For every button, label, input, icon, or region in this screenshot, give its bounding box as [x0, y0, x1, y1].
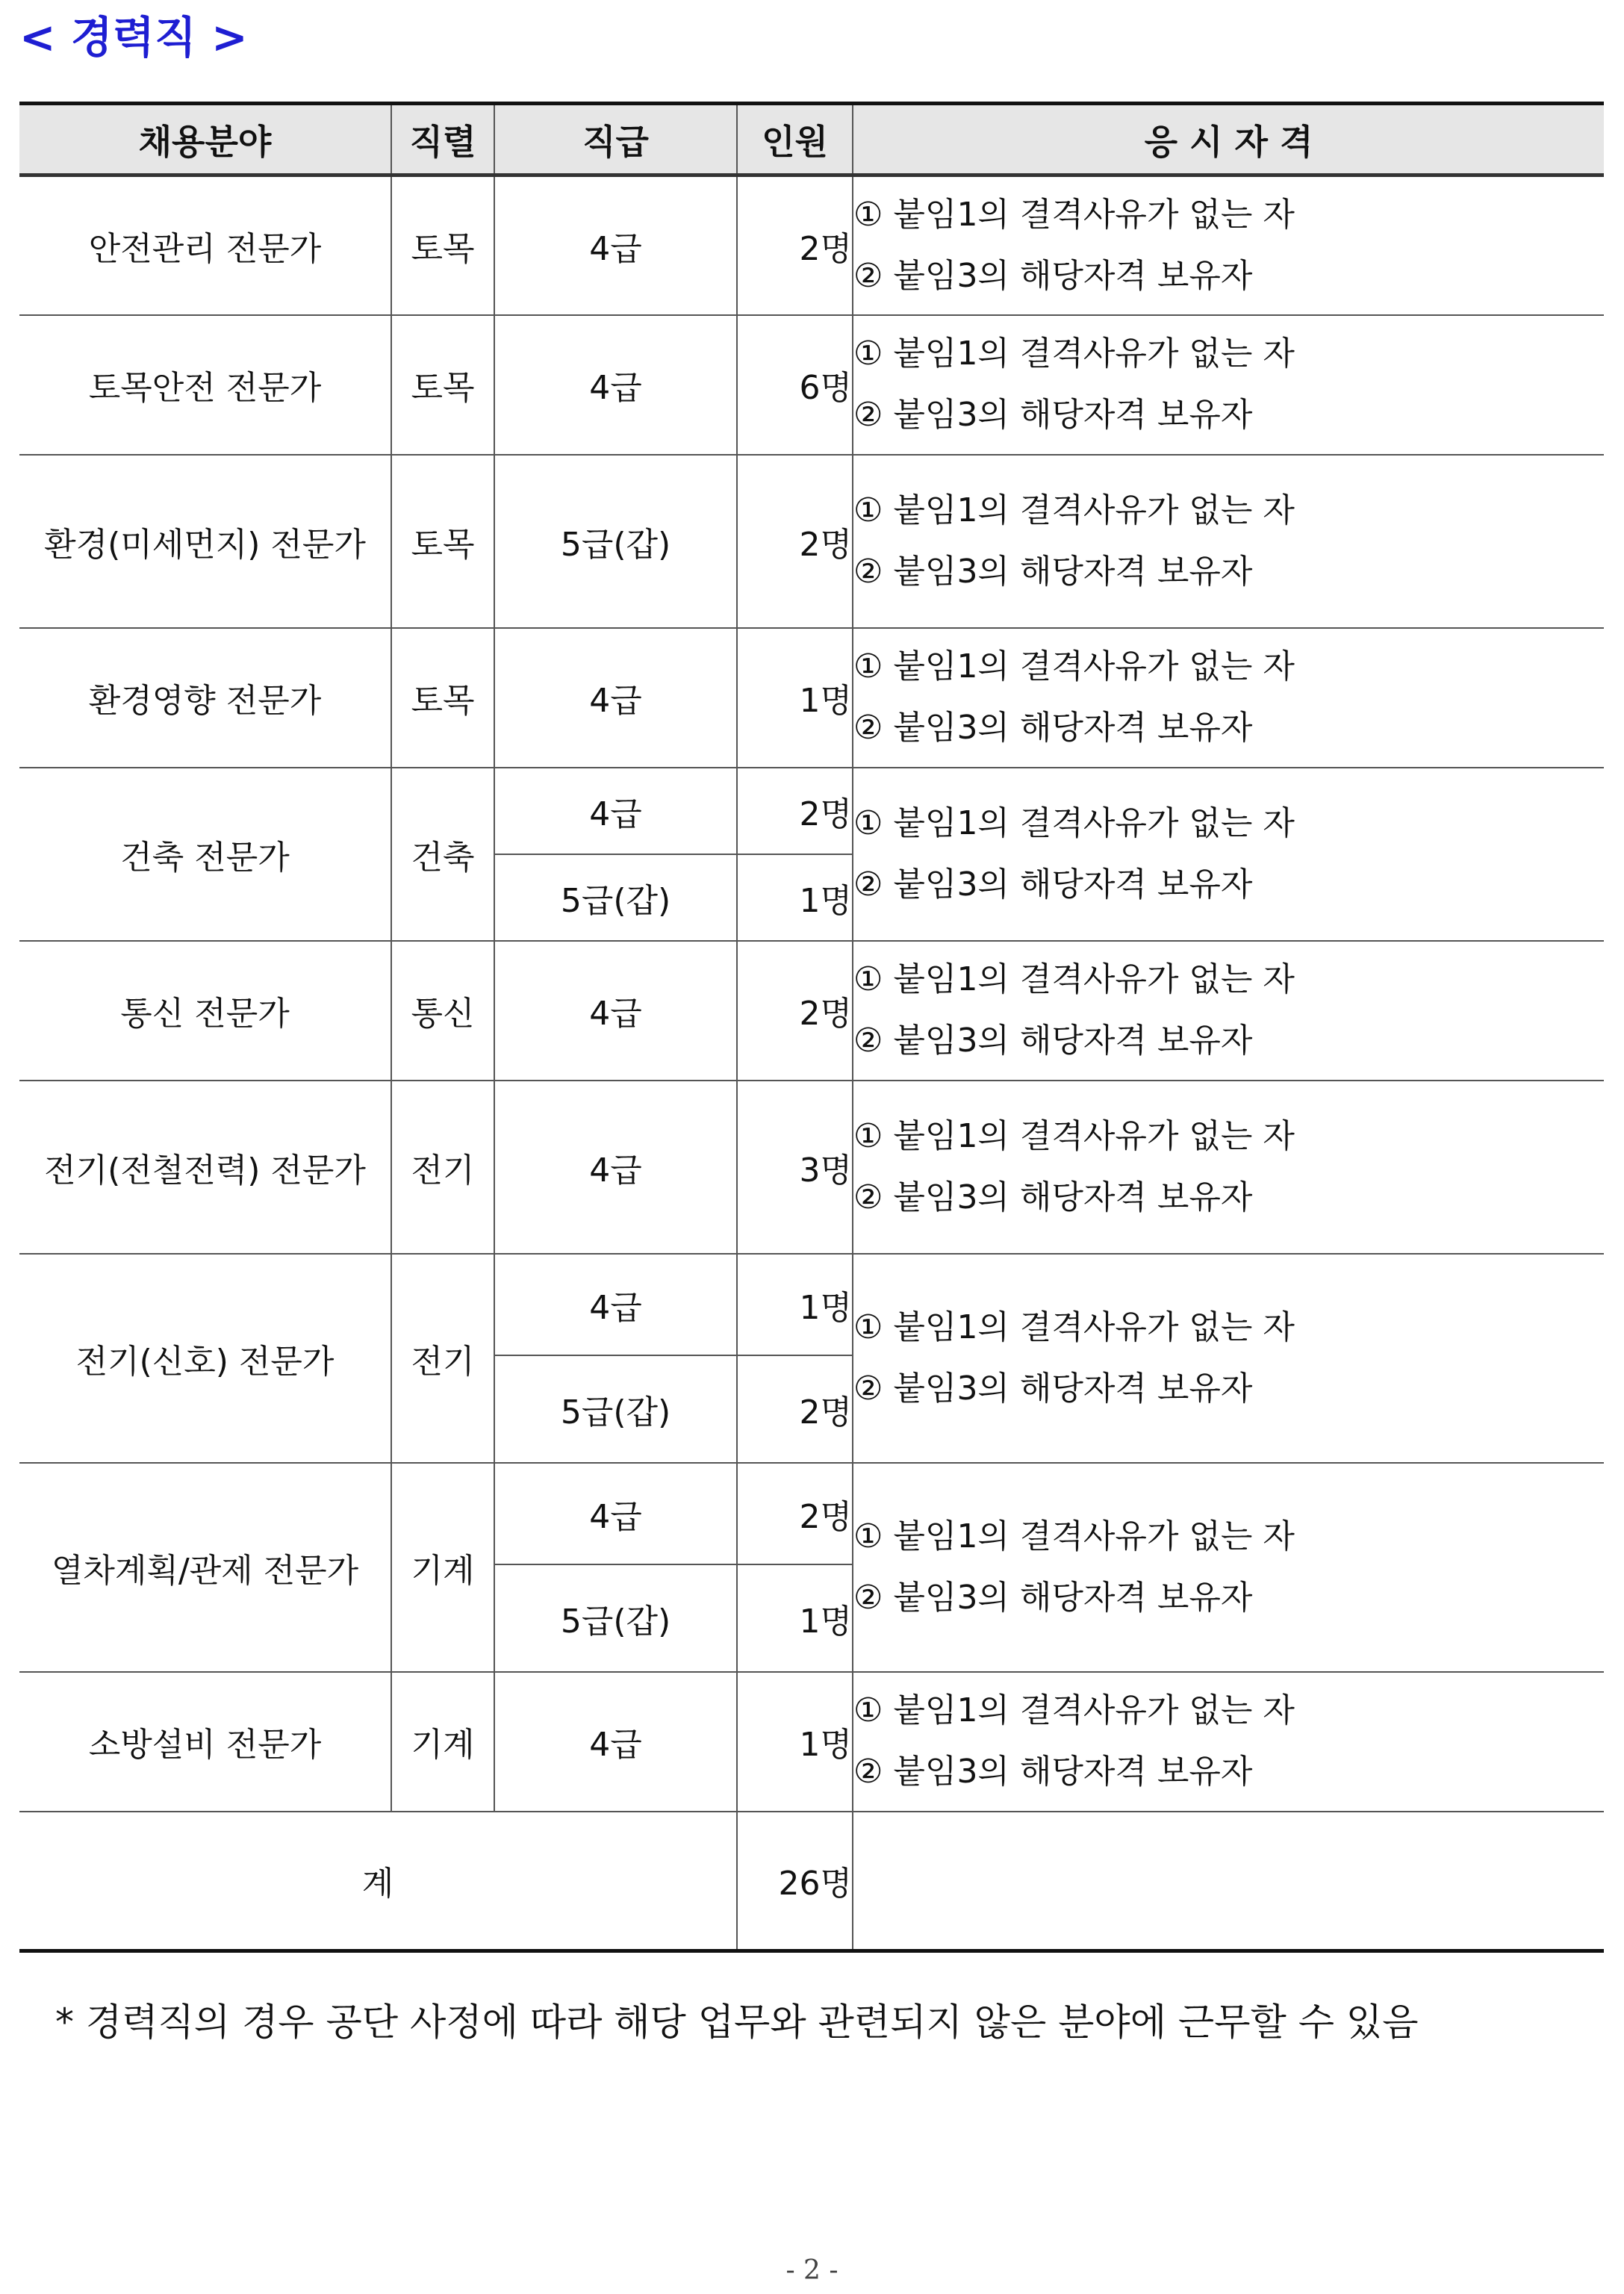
field-cell: 환경영향 전문가 — [19, 628, 391, 768]
count-cell: 2명 — [737, 1463, 853, 1564]
table-row — [19, 1463, 1604, 1564]
count-cell: 1명 — [737, 1254, 853, 1355]
header-qualification: 응 시 자 격 — [853, 104, 1604, 175]
table-row — [19, 628, 1604, 768]
qualification-cell — [853, 1672, 1604, 1812]
field-cell: 통신 전문가 — [19, 941, 391, 1081]
count-cell: 2명 — [737, 1355, 853, 1463]
qualification-cell — [853, 175, 1604, 315]
header-series: 직렬 — [391, 104, 494, 175]
table-row — [19, 1081, 1604, 1254]
series-cell: 전기 — [391, 1254, 494, 1463]
series-cell: 토목 — [391, 315, 494, 455]
count-cell: 2명 — [737, 941, 853, 1081]
field-cell: 안전관리 전문가 — [19, 175, 391, 315]
table-row — [19, 1254, 1604, 1355]
qualification-line-2: ② 붙임3의 해당자격 보유자 — [853, 396, 1253, 434]
count-cell: 3명 — [737, 1081, 853, 1254]
series-cell: 기계 — [391, 1672, 494, 1812]
field-cell: 전기(신호) 전문가 — [19, 1254, 391, 1463]
grade-cell: 4급 — [494, 628, 737, 768]
field-cell: 건축 전문가 — [19, 768, 391, 941]
qualification-line-2: ② 붙임3의 해당자격 보유자 — [853, 709, 1253, 747]
table-row — [19, 175, 1604, 315]
table-row — [19, 315, 1604, 455]
qualification-line-2: ② 붙임3의 해당자격 보유자 — [853, 1369, 1253, 1408]
total-row — [19, 1812, 1604, 1951]
qualification-line-2: ② 붙임3의 해당자격 보유자 — [853, 256, 1253, 295]
qualification-cell — [853, 1254, 1604, 1463]
qualification-cell — [853, 315, 1604, 455]
qualification-cell — [853, 628, 1604, 768]
series-cell: 통신 — [391, 941, 494, 1081]
total-empty-cell — [853, 1812, 1604, 1951]
count-cell: 1명 — [737, 1564, 853, 1672]
table-row — [19, 1672, 1604, 1812]
grade-cell: 4급 — [494, 1672, 737, 1812]
header-field: 채용분야 — [19, 104, 391, 175]
field-cell: 열차계획/관제 전문가 — [19, 1463, 391, 1672]
grade-cell: 5급(갑) — [494, 1564, 737, 1672]
field-cell: 환경(미세먼지) 전문가 — [19, 455, 391, 628]
series-cell: 토목 — [391, 455, 494, 628]
field-cell: 소방설비 전문가 — [19, 1672, 391, 1812]
qualification-line-2: ② 붙임3의 해당자격 보유자 — [853, 552, 1253, 591]
grade-cell: 4급 — [494, 315, 737, 455]
qualification-cell — [853, 1463, 1604, 1672]
field-cell: 토목안전 전문가 — [19, 315, 391, 455]
qualification-line-2: ② 붙임3의 해당자격 보유자 — [853, 865, 1253, 904]
qualification-line-2: ② 붙임3의 해당자격 보유자 — [853, 1022, 1253, 1060]
series-cell: 토목 — [391, 628, 494, 768]
series-cell: 기계 — [391, 1463, 494, 1672]
count-cell: 1명 — [737, 854, 853, 941]
qualification-line-1: ① 붙임1의 결격사유가 없는 자 — [853, 195, 1295, 234]
qualification-line-1: ① 붙임1의 결격사유가 없는 자 — [853, 491, 1295, 529]
count-cell: 1명 — [737, 1672, 853, 1812]
qualification-line-2: ② 붙임3의 해당자격 보유자 — [853, 1578, 1253, 1617]
table-header-row — [19, 104, 1604, 175]
qualification-line-1: ① 붙임1의 결격사유가 없는 자 — [853, 647, 1295, 686]
grade-cell: 5급(갑) — [494, 455, 737, 628]
qualification-line-1: ① 붙임1의 결격사유가 없는 자 — [853, 1691, 1295, 1729]
grade-cell: 4급 — [494, 768, 737, 854]
qualification-line-2: ② 붙임3의 해당자격 보유자 — [853, 1178, 1253, 1216]
page-number: - 2 - — [785, 2255, 839, 2286]
grade-cell: 4급 — [494, 941, 737, 1081]
table-row — [19, 455, 1604, 628]
qualification-line-1: ① 붙임1의 결격사유가 없는 자 — [853, 1116, 1295, 1155]
total-label: 계 — [19, 1812, 737, 1951]
qualification-cell — [853, 1081, 1604, 1254]
series-cell: 토목 — [391, 175, 494, 315]
grade-cell: 4급 — [494, 175, 737, 315]
qualification-line-1: ① 붙임1의 결격사유가 없는 자 — [853, 803, 1295, 842]
series-cell: 건축 — [391, 768, 494, 941]
qualification-cell — [853, 768, 1604, 941]
grade-cell: 4급 — [494, 1463, 737, 1564]
count-cell: 2명 — [737, 768, 853, 854]
qualification-line-2: ② 붙임3의 해당자격 보유자 — [853, 1753, 1253, 1791]
qualification-cell — [853, 455, 1604, 628]
section-title: < 경력직 > — [19, 12, 248, 63]
footnote: * 경력직의 경우 공단 사정에 따라 해당 업무와 관련되지 않은 분야에 근무할 수 있음 — [55, 2001, 1419, 2044]
count-cell: 1명 — [737, 628, 853, 768]
count-cell: 2명 — [737, 455, 853, 628]
table-row — [19, 768, 1604, 854]
grade-cell: 5급(갑) — [494, 1355, 737, 1463]
table-row — [19, 941, 1604, 1081]
count-cell: 6명 — [737, 315, 853, 455]
grade-cell: 4급 — [494, 1081, 737, 1254]
grade-cell: 5급(갑) — [494, 854, 737, 941]
field-cell: 전기(전철전력) 전문가 — [19, 1081, 391, 1254]
total-count: 26명 — [737, 1812, 853, 1951]
qualification-line-1: ① 붙임1의 결격사유가 없는 자 — [853, 1517, 1295, 1555]
recruitment-table — [19, 102, 1604, 1953]
qualification-line-1: ① 붙임1의 결격사유가 없는 자 — [853, 335, 1295, 373]
grade-cell: 4급 — [494, 1254, 737, 1355]
header-count: 인원 — [737, 104, 853, 175]
qualification-cell — [853, 941, 1604, 1081]
series-cell: 전기 — [391, 1081, 494, 1254]
header-grade: 직급 — [494, 104, 737, 175]
count-cell: 2명 — [737, 175, 853, 315]
qualification-line-1: ① 붙임1의 결격사유가 없는 자 — [853, 960, 1295, 998]
qualification-line-1: ① 붙임1의 결격사유가 없는 자 — [853, 1308, 1295, 1346]
